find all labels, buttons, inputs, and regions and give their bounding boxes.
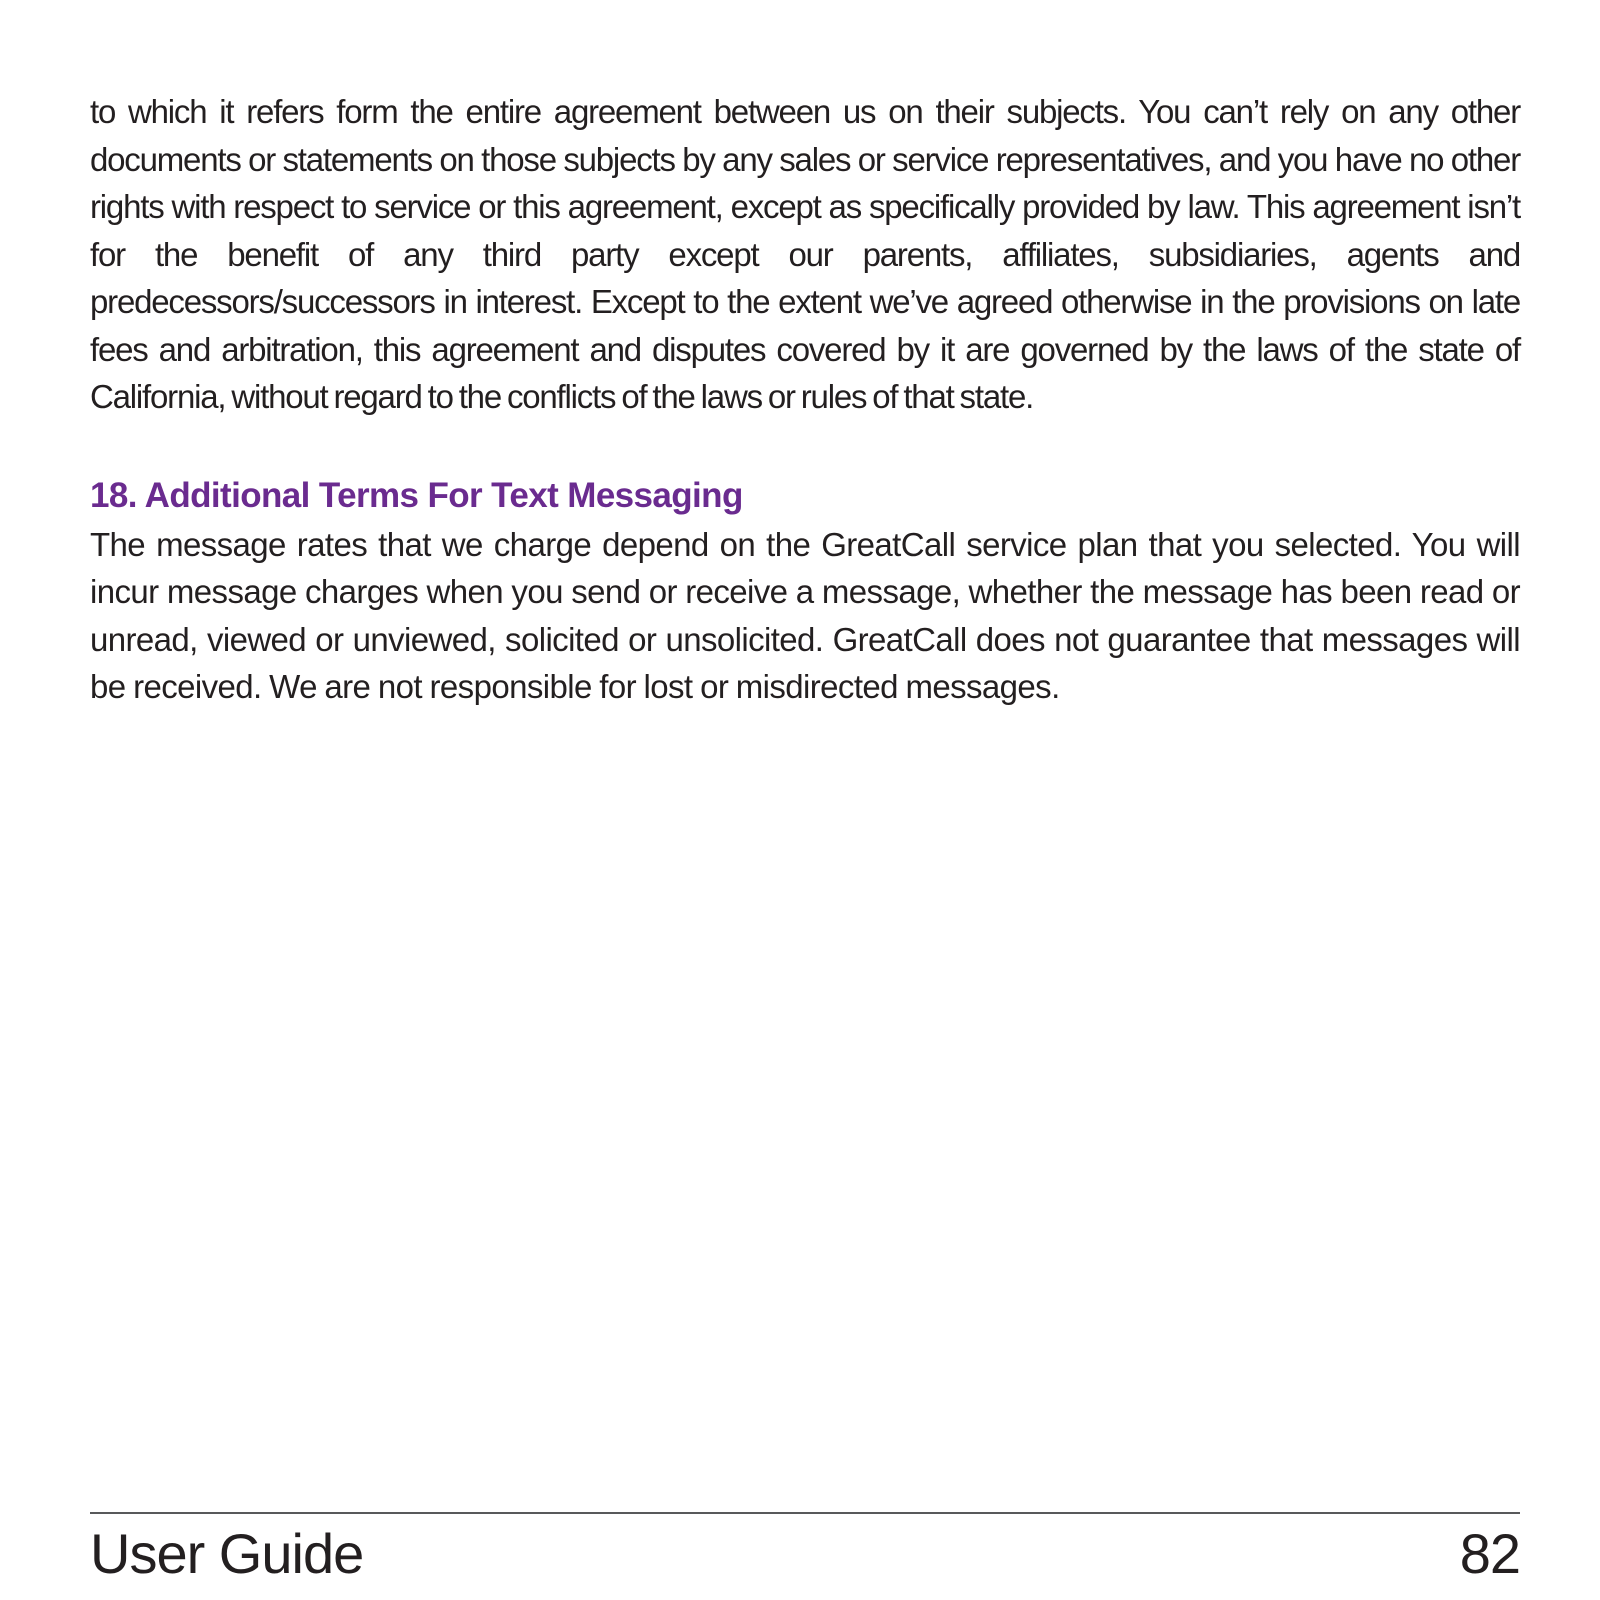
footer-title: User Guide [90, 1522, 364, 1585]
page-footer [90, 1521, 1520, 1587]
footer-divider [90, 1512, 1520, 1514]
page-body [90, 88, 1520, 711]
body-paragraph-agreement: to which it refers form the entire agreement between us on their subjects. You can’t rely on any other documents or statements on those subjects by any sales or service representatives, and you have no other rights with respect to service or this agreement, except as specifically provided by law. This agreement isn’t for the benefit of any third party except our parents, affiliates, subsidiaries, agents and predecessors/successors in interest. Except to the extent we’ve agreed otherwise in the provisions on late fees and arbitration, this agreement and disputes covered by it are governed by the laws of the state of California, without regard to the conflicts of the laws or rules of that state. [90, 93, 1520, 415]
page-number: 82 [1459, 1522, 1520, 1585]
section-heading: 18. Additional Terms For Text Messaging [90, 475, 743, 515]
body-paragraph-text-messaging: The message rates that we charge depend on the GreatCall service plan that you selected. You will incur message charges when you send or receive a message, whether the message has been read or unread, viewed or unviewed, solicited or unsolicited. GreatCall does not guarantee that messages will be received. We are not responsible for lost or misdirected messages. [90, 525, 1520, 705]
